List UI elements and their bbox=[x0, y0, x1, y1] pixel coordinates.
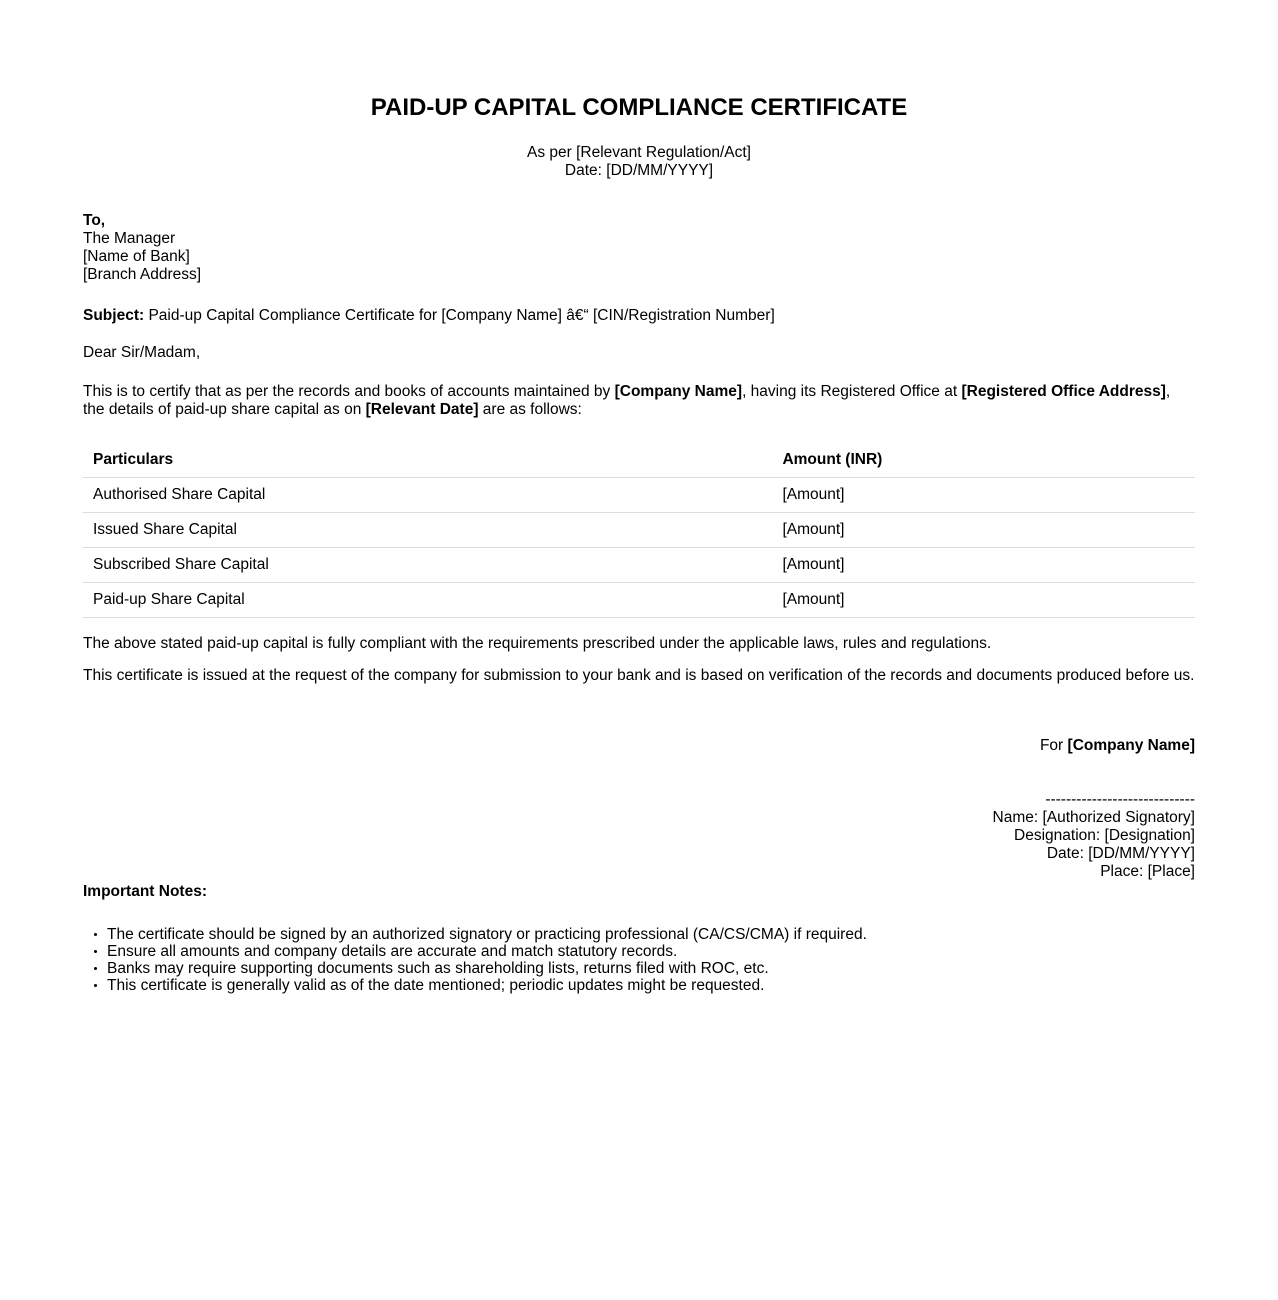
column-header-particulars: Particulars bbox=[83, 443, 772, 478]
important-notes-heading: Important Notes: bbox=[83, 883, 207, 900]
subtitle-regulation: As per [Relevant Regulation/Act] bbox=[526, 144, 751, 161]
page-title: PAID-UP CAPITAL COMPLIANCE CERTIFICATE bbox=[370, 94, 908, 121]
certify-seg-0: This is to certify that as per the records and books of accounts maintained by bbox=[83, 383, 615, 400]
capital-table bbox=[83, 443, 1195, 618]
recipient-line-manager: The Manager bbox=[83, 230, 176, 247]
note-item-supporting-docs: Banks may require supporting documents such as shareholding lists, returns filed with ROC, etc. bbox=[107, 960, 1195, 977]
signature-separator: ----------------------------- bbox=[1045, 791, 1195, 808]
note-item-accuracy: Ensure all amounts and company details are accurate and match statutory records. bbox=[107, 943, 1195, 960]
table-row bbox=[83, 583, 1195, 618]
table-row bbox=[83, 548, 1195, 583]
cell-particulars-authorised: Authorised Share Capital bbox=[83, 478, 772, 513]
signature-for-label: For bbox=[1039, 737, 1068, 754]
important-notes-list bbox=[83, 926, 1195, 994]
cell-amount-subscribed: [Amount] bbox=[772, 548, 1195, 583]
certify-seg-6: are as follows: bbox=[478, 401, 582, 418]
recipient-address-block bbox=[83, 212, 1195, 284]
signature-designation-line: Designation: [Designation] bbox=[1014, 827, 1195, 844]
signature-company-name: [Company Name] bbox=[1067, 737, 1195, 754]
table-header-row bbox=[83, 443, 1195, 478]
subject-label: Subject: bbox=[83, 307, 145, 324]
subject-line bbox=[83, 307, 1195, 325]
certify-seg-4: , the details of paid-up share capital as on bbox=[83, 383, 1171, 418]
certify-company-name: [Company Name] bbox=[614, 383, 743, 400]
compliance-paragraph: The above stated paid-up capital is fully compliant with the requirements prescribed under the applicable laws, rules and regulations. bbox=[83, 635, 992, 652]
certify-seg-2: , having its Registered Office at bbox=[742, 383, 962, 400]
signature-date-line: Date: [DD/MM/YYYY] bbox=[1046, 845, 1195, 862]
certify-relevant-date: [Relevant Date] bbox=[365, 401, 479, 418]
table-row bbox=[83, 513, 1195, 548]
certify-paragraph bbox=[83, 383, 1195, 419]
note-item-signatory: The certificate should be signed by an authorized signatory or practicing professional (CA/CS/CMA) if required. bbox=[107, 926, 1195, 943]
note-item-validity: This certificate is generally valid as of the date mentioned; periodic updates might be requested. bbox=[107, 977, 1195, 994]
certificate-document bbox=[83, 0, 1195, 994]
signature-name-line: Name: [Authorized Signatory] bbox=[992, 809, 1195, 826]
cell-particulars-subscribed: Subscribed Share Capital bbox=[83, 548, 772, 583]
recipient-salutation: To, bbox=[83, 212, 106, 229]
column-header-amount: Amount (INR) bbox=[772, 443, 1195, 478]
table-row bbox=[83, 478, 1195, 513]
issuance-paragraph: This certificate is issued at the request of the company for submission to your bank and is based on verification of the records and documents produced before us. bbox=[83, 667, 1195, 684]
recipient-line-bank: [Name of Bank] bbox=[83, 248, 190, 265]
cell-particulars-issued: Issued Share Capital bbox=[83, 513, 772, 548]
cell-amount-authorised: [Amount] bbox=[772, 478, 1195, 513]
signature-block bbox=[83, 737, 1195, 881]
signature-for-line bbox=[83, 737, 1195, 755]
certify-registered-office: [Registered Office Address] bbox=[961, 383, 1166, 400]
greeting: Dear Sir/Madam, bbox=[83, 344, 201, 361]
recipient-line-branch: [Branch Address] bbox=[83, 266, 202, 283]
cell-amount-paidup: [Amount] bbox=[772, 583, 1195, 618]
cell-particulars-paidup: Paid-up Share Capital bbox=[83, 583, 772, 618]
cell-amount-issued: [Amount] bbox=[772, 513, 1195, 548]
subject-text: Paid-up Capital Compliance Certificate for [Company Name] â€“ [CIN/Registration Number] bbox=[144, 307, 775, 324]
signature-place-line: Place: [Place] bbox=[1100, 863, 1195, 880]
subtitle-block bbox=[83, 144, 1195, 180]
subtitle-date: Date: [DD/MM/YYYY] bbox=[564, 162, 714, 179]
